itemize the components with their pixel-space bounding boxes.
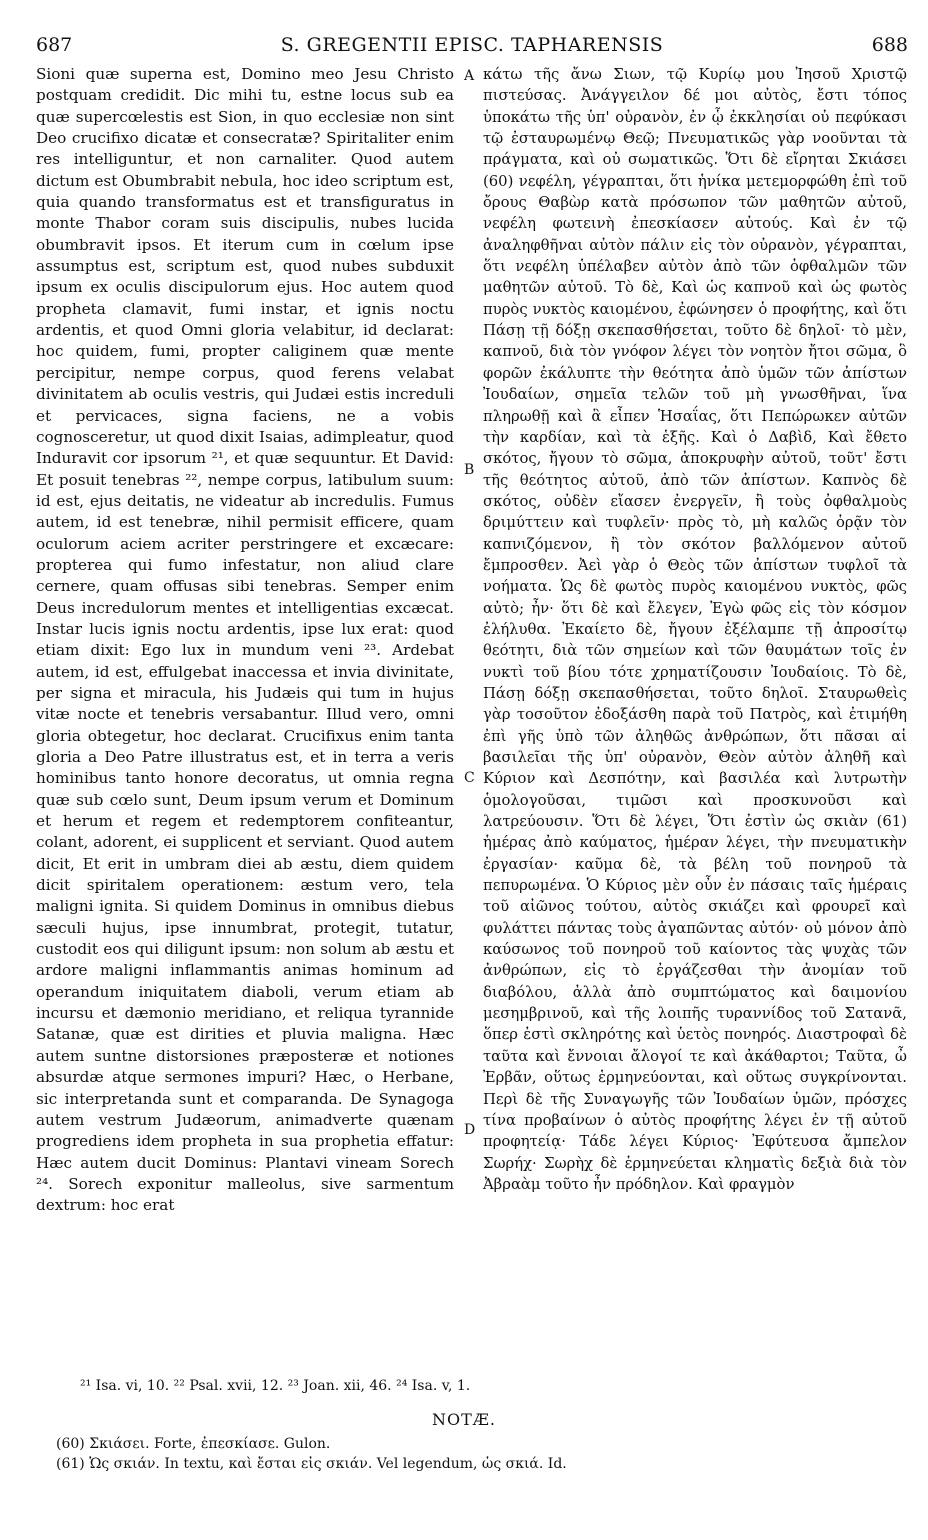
latin-column [36, 64, 454, 1217]
greek-text: κάτω τῆς ἄνω Σιων, τῷ Κυρίῳ μου Ἰησοῦ Χριστῷ πιστεύσας. Ἀνάγγειλον δέ μοι αὐτὸς, ἔστι τόπος ὑποκάτω τῆς ὑπ' οὐρανὸν, ἐν ᾧ ἐκκλησίαι οὐ πεφύκασι τῷ ἐσταυρωμένῳ Θεῷ; Πνευματικῶς γὰρ νοοῦνται τὰ πράγματα, καὶ οὐ σωματικῶς. Ὅτι δὲ εἴρηται Σκιάσει (60) νεφέλη, γέγραπται, ὅτι ἡνίκα μετεμορφώθη ἐπὶ τοῦ ὄρους Θαβὼρ κατὰ πρόσωπον τῶν μαθητῶν αὐτοῦ, νεφέλη φωτεινὴ ἐπεσκίασεν αὐτούς. Καὶ ἐν τῷ ἀναληφθῆναι αὐτὸν πάλιν εἰς τὸν οὐρανὸν, γέγραπται, ὅτι νεφέλη ὑπέλαβεν αὐτὸν ἀπὸ τῶν ὀφθαλμῶν τῶν μαθητῶν αὐτοῦ. Τὸ δὲ, Καὶ ὡς καπνοῦ καὶ ὡς φωτὸς πυρὸς νυκτὸς καιομένου, ἐφώνησεν ὁ προφήτης, καὶ ὅτι Πάσῃ τῇ δόξῃ σκεπασθήσεται, τοῦτο δὲ δηλοῖ· τὸ μὲν, καπνοῦ, διὰ τὸν γνόφον λέγει τὸν νοητὸν ἤτοι σῶμα, ὃ φορῶν ἐκάλυπτε τὴν θεότητα ἀπὸ ὑμῶν τῶν ἀπίστων Ἰουδαίων, σημεῖα τελῶν τοῦ μὴ γνωσθῆναι, ἵνα πληρωθῇ καὶ ἃ εἶπεν Ἡσαΐας, ὅτι Πεπώρωκεν αὐτῶν τὴν καρδίαν, καὶ τὰ ἑξῆς. Καὶ ὁ Δαβὶδ, Καὶ ἔθετο σκότος, ἤγουν τὸ σῶμα, ἀποκρυφὴν αὐτοῦ, τοῦτ' ἔστι τῆς θεότητος αὐτοῦ, ἀπὸ τῶν ἀπίστων. Καπνὸς δὲ σκότος, οὐδὲν εἴασεν ἐνεργεῖν, ἢ τοὺς ὀφθαλμοὺς δριμύττειν καὶ τυφλεῖν· πρὸς τὸ, μὴ καλῶς ὁρᾷν τὸν καπνιζόμενον, ἢ τὸν σκότον βαλλόμενον αὐτοῦ ἔμπροσθεν. Ἀεὶ γὰρ ὁ Θεὸς τῶν ἀπίστων τυφλοῖ τὰ νοήματα. Ὡς δὲ φωτὸς πυρὸς καιομένου νυκτὸς, φῶς αὐτὸ; ἦν· ὅτι δὲ καὶ ἔλεγεν, Ἐγὼ φῶς εἰς τὸν κόσμον ἐλήλυθα. Ἐκαίετο δὲ, ἤγουν ἐξέλαμπε τῇ ἀπροσίτῳ θεότητι, διὰ τῶν σημείων καὶ τῶν θαυμάτων τοῖς ἐν νυκτὶ τοῦ βίου τότε χρηματίζουσιν Ἰουδαίοις. Τὸ δὲ, Πάσῃ δόξῃ σκεπασθήσεται, τοῦτο δηλοῖ. Σταυρωθεὶς γὰρ τοσοῦτον ἐδοξάσθη παρὰ τοῦ Πατρὸς, καὶ ἐτιμήθη ἐπὶ γῆς ὑπὸ τῶν ἀληθῶς ἀνθρώπων, ὅτι πᾶσαι αἱ βασιλεῖαι τῆς ὑπ' οὐρανὸν, Θεὸν αὐτὸν ἀληθῆ καὶ Κύριον καὶ Δεσπότην, καὶ βασιλέα καὶ λυτρωτὴν ὁμολογοῦσαι, τιμῶσι καὶ προσκυνοῦσι καὶ λατρεύουσιν. Ὅτι δὲ λέγει, Ὅτι ἐστὶν ὡς σκιὰν (61) ἡμέρας ἀπὸ καύματος, ἡμέραν λέγει, τὴν πνευματικὴν ἐργασίαν· καῦμα δὲ, τὰ βέλη τοῦ πονηροῦ τὰ πεπυρωμένα. Ὁ Κύριος μὲν οὖν ἐν πάσαις ταῖς ἡμέραις τοῦ αἰῶνος τούτου, αὐτὸς σκιάζει καὶ φρουρεῖ καὶ φυλάττει πάντας τοὺς ἀγαπῶντας αὐτόν· οὐ μόνον ἀπὸ καύσωνος τοῦ πονηροῦ τοῦ καίοντος τὰς ψυχὰς τῶν ἀνθρώπων, εἰς τὸ ἐργάζεσθαι τὴν ἀνομίαν τοῦ διαβόλου, ἀλλὰ ἀπὸ συμπτώματος καὶ δαιμονίου μεσημβρινοῦ, καὶ τῆς λοιπῆς τυραννίδος τοῦ Σατανᾶ, ὅπερ ἐστὶ σκληρότης καὶ ὑετὸς πονηρός. Διαστροφαὶ δὲ ταῦτα καὶ ἔννοιαι ἄλογοί τε καὶ ἀκάθαρτοι; Ταῦτα, ὦ Ἐρβᾶν, οὕτως ἑρμηνεύονται, καὶ οὕτως συγκρίνονται. Περὶ δὲ τῆς Συναγωγῆς τῶν Ἰουδαίων ὑμῶν, πρόσχες τίνα προβαίνων ὁ αὐτὸς προφήτης λέγει ἐν τῇ αὐτοῦ προφητείᾳ· Τάδε λέγει Κύριος· Ἐφύτευσα ἄμπελον Σωρήχ· Σωρὴχ δὲ ἑρμηνεύεται κληματὶς δεξιὰ διὰ τὸν Ἀβραὰμ τοῦτο ἦν πρόδηλον. Καὶ φραγμὸν [483, 66, 907, 1193]
margin-marker-c: C [464, 770, 475, 786]
page-number-right: 688 [871, 34, 908, 56]
running-header [36, 34, 908, 60]
latin-text: Sioni quæ superna est, Domino meo Jesu Christo postquam credidit. Dic mihi tu, estne locus sub ea quæ supercœlestis est Sion, in quo ecclesiæ non sint Deo crucifixo dicatæ et consecratæ? Spiritaliter enim res intelliguntur, et non carnaliter. Quod autem dictum est Obumbrabit nebula, hoc ideo scriptum est, quia quando transformatus est et transfiguratus in monte Thabor coram suis discipulis, nubes lucida obumbravit ipsos. Et iterum cum in cœlum ipse assumptus est, scriptum est, quod nubes subduxit ipsum ex oculis discipulorum ejus. Hoc autem quod propheta clamavit, fumi instar, et ignis noctu ardentis, et quod Omni gloria velabitur, id declarat: hoc quidem, fumi, propter caliginem quæ mente percipitur, nempe corpus, quod ferens velabat divinitatem ab oculis vestris, qui Judæi estis increduli et pervicaces, signa faciens, ne a vobis cognosceretur, ut quod dixit Isaias, adimpleatur, quod Induravit cor ipsorum ²¹, et quæ sequuntur. Et David: Et posuit tenebras ²², nempe corpus, latibulum suum: id est, ejus deitatis, ne videatur ab incredulis. Fumus autem, id est tenebræ, nihil permisit efficere, quam oculorum aciem acriter perstringere et excæcare: propterea qui fumo infestatur, non aliud clare cernere, quam offusas sibi tenebras. Semper enim Deus incredulorum mentes et intelligentias excæcat. Instar lucis ignis noctu ardentis, ipse lux erat: quod etiam dixit: Ego lux in mundum veni ²³. Ardebat autem, id est, effulgebat inaccessa et invia divinitate, per signa et miracula, his Judæis qui tum in hujus vitæ nocte et tenebris versabantur. Illud vero, omni gloria obtegetur, hoc declarat. Crucifixus enim tanta gloria a Deo Patre illustratus est, et in terra a veris hominibus tanto honore decoratus, ut omnia regna quæ sub cœlo sunt, Deum ipsum verum et Dominum et herum et regem et redemptorem confiteantur, colant, adorent, ei supplicent et serviant. Quod autem dicit, Et erit in umbram diei ab æstu, diem quidem dicit spiritalem operationem: æstum vero, tela maligni ignita. Si quidem Dominus in omnibus diebus sæculi hujus, ipse innumbrat, protegit, tutatur, custodit eos qui diligunt ipsum: non solum ab æstu et ardore maligni inflammantis animas hominum ad operandum iniquitatem diaboli, verum etiam ab incursu et dæmonio meridiano, et reliqua tyrannide Satanæ, quæ est dirities et pluvia maligna. Hæc autem suntne distorsiones præposteræ et notiones absurdæ atque sermones impuri? Hæc, o Herbane, sic interpretanda sunt et comparanda. De Synagoga autem vestrum Judæorum, animadverte quænam progrediens idem propheta in sua prophetia effatur: Hæc autem ducit Dominus: Plantavi vineam Sorech ²⁴. Sorech exponitur malleolus, sive sarmentum dextrum: hoc erat [36, 65, 454, 1215]
scripture-references: ²¹ Isa. vi, 10. ²² Psal. xvii, 12. ²³ Joan. xii, 46. ²⁴ Isa. v, 1. [80, 1378, 471, 1394]
margin-marker-d: D [464, 1122, 476, 1138]
notes-section [56, 1434, 896, 1474]
note-60: (60) Σκιάσει. Forte, ἐπεσκίασε. Gulon. [56, 1436, 331, 1452]
margin-marker-a: A [464, 68, 475, 84]
margin-marker-b: B [464, 462, 475, 478]
note-61: (61) Ὡς σκιάν. In textu, καὶ ἔσται εἰς σκιάν. Vel legendum, ὡς σκιά. Id. [56, 1456, 567, 1472]
greek-column [483, 64, 907, 1195]
running-title: S. GREGENTII EPISC. TAPHARENSIS [280, 34, 664, 56]
page-number-left: 687 [36, 34, 73, 56]
notes-heading: NOTÆ. [432, 1410, 496, 1429]
